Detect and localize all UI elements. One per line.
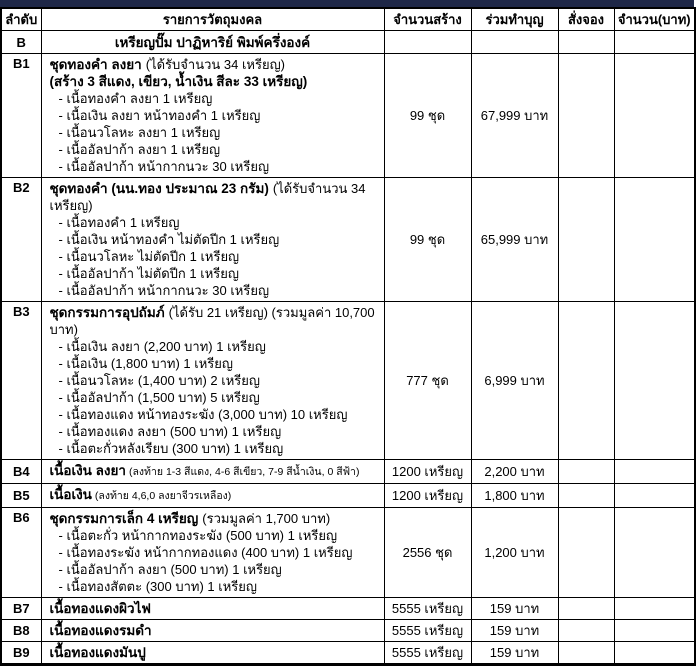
item-detail: - เนื้ออัลปาก้า ไม่ตัดปีก 1 เหรียญ <box>58 266 239 281</box>
reserve-cell <box>558 54 614 178</box>
row-title: เหรียญปั๊ม ปาฏิหาริย์ พิมพ์ครึ่งองค์ <box>41 31 384 54</box>
row-id: B6 <box>1 508 41 598</box>
item-title: ชุดทองคำ ลงยา <box>49 57 142 72</box>
row-id: B9 <box>1 642 41 665</box>
item-detail: - เนื้อตะกั่ว หน้ากากทองระฆัง (500 บาท) 1 เหรียญ <box>58 528 338 543</box>
donation-cell: 2,200 บาท <box>471 460 558 484</box>
qty-cell: 5555 เหรียญ <box>384 642 471 665</box>
qty-cell: 1200 เหรียญ <box>384 484 471 508</box>
item-note: (ได้รับจำนวน 34 เหรียญ) <box>145 57 285 72</box>
row-description <box>41 302 384 460</box>
item-detail: - เนื้อทองคำ ลงยา 1 เหรียญ <box>58 91 213 106</box>
item-detail: - เนื้อเงิน ลงยา หน้าทองคำ 1 เหรียญ <box>58 108 261 123</box>
item-detail: - เนื้อนวโลหะ ลงยา 1 เหรียญ <box>58 125 221 140</box>
donation-cell: 159 บาท <box>471 642 558 665</box>
item-detail: - เนื้อเงิน ลงยา (2,200 บาท) 1 เหรียญ <box>58 339 266 354</box>
header-order-no: ลำดับ <box>1 8 41 31</box>
qty-cell: 5555 เหรียญ <box>384 620 471 642</box>
item-title: ชุดกรรมการอุปถัมภ์ <box>49 305 165 320</box>
row-id: B5 <box>1 484 41 508</box>
item-title: เนื้อทองแดงรมดำ <box>41 620 384 642</box>
item-subtitle: (สร้าง 3 สีแดง, เขียว, น้ำเงิน สีละ 33 เหรียญ) <box>49 74 308 89</box>
table-row-B2 <box>1 178 695 302</box>
qty-cell <box>384 31 471 54</box>
amount-cell <box>614 31 695 54</box>
amount-cell <box>614 642 695 665</box>
donation-cell: 159 บาท <box>471 620 558 642</box>
header-item-list: รายการวัตถุมงคล <box>41 8 384 31</box>
item-title: เนื้อเงิน <box>49 487 92 502</box>
item-detail: - เนื้อนวโลหะ ไม่ตัดปีก 1 เหรียญ <box>58 249 240 264</box>
item-note: (ได้รับ 21 เหรียญ) (รวมมูลค่า 10,700 บาท) <box>49 305 375 337</box>
item-detail: - เนื้อเงิน หน้าทองคำ ไม่ตัดปีก 1 เหรียญ <box>58 232 280 247</box>
row-description <box>41 54 384 178</box>
donation-cell: 67,999 บาท <box>471 54 558 178</box>
amount-cell <box>614 484 695 508</box>
table-row-B4 <box>1 460 695 484</box>
item-detail: - เนื้อเงิน (1,800 บาท) 1 เหรียญ <box>58 356 233 371</box>
item-title: ชุดทองคำ (นน.ทอง ประมาณ 23 กรัม) <box>49 181 269 196</box>
amount-cell <box>614 460 695 484</box>
reserve-cell <box>558 620 614 642</box>
row-id: B8 <box>1 620 41 642</box>
item-title-line <box>50 510 380 527</box>
item-detail: - เนื้อนวโลหะ (1,400 บาท) 2 เหรียญ <box>58 373 260 388</box>
qty-cell: 2556 ชุด <box>384 508 471 598</box>
amount-cell <box>614 508 695 598</box>
row-id: B3 <box>1 302 41 460</box>
amulet-order-table <box>0 7 696 666</box>
item-detail: - เนื้ออัลปาก้า ลงยา (500 บาท) 1 เหรียญ <box>58 562 282 577</box>
item-detail: - เนื้ออัลปาก้า หน้ากากนวะ 30 เหรียญ <box>58 283 270 298</box>
row-id: B7 <box>1 598 41 620</box>
row-description <box>41 460 384 484</box>
table-row-B <box>1 31 695 54</box>
reserve-cell <box>558 642 614 665</box>
qty-cell: 5555 เหรียญ <box>384 598 471 620</box>
row-description <box>41 484 384 508</box>
item-title: เนื้อเงิน ลงยา <box>49 463 126 478</box>
item-detail: - เนื้ออัลปาก้า ลงยา 1 เหรียญ <box>58 142 221 157</box>
row-id: B1 <box>1 54 41 178</box>
item-title-line <box>50 180 380 214</box>
header-qty-made: จำนวนสร้าง <box>384 8 471 31</box>
item-title: ชุดกรรมการเล็ก 4 เหรียญ <box>49 511 199 526</box>
qty-cell: 99 ชุด <box>384 178 471 302</box>
row-id: B2 <box>1 178 41 302</box>
item-detail: - เนื้อทองแดง ลงยา (500 บาท) 1 เหรียญ <box>58 424 282 439</box>
qty-cell: 1200 เหรียญ <box>384 460 471 484</box>
table-row-B3 <box>1 302 695 460</box>
table-row-B8 <box>1 620 695 642</box>
donation-cell: 6,999 บาท <box>471 302 558 460</box>
qty-cell: 99 ชุด <box>384 54 471 178</box>
reserve-cell <box>558 460 614 484</box>
donation-cell: 1,200 บาท <box>471 508 558 598</box>
table-row-B7 <box>1 598 695 620</box>
donation-cell: 159 บาท <box>471 598 558 620</box>
item-detail: - เนื้ออัลปาก้า หน้ากากนวะ 30 เหรียญ <box>58 159 270 174</box>
header-row <box>1 8 695 31</box>
table-row-B9 <box>1 642 695 665</box>
item-title-line <box>50 304 380 338</box>
top-bar <box>0 0 694 7</box>
item-note: (ลงท้าย 4,6,0 ลงยาจีวรเหลือง) <box>94 490 232 502</box>
row-id: B4 <box>1 460 41 484</box>
row-description <box>41 508 384 598</box>
donation-cell: 1,800 บาท <box>471 484 558 508</box>
qty-cell: 777 ชุด <box>384 302 471 460</box>
donation-cell <box>471 31 558 54</box>
amount-cell <box>614 598 695 620</box>
amount-cell <box>614 302 695 460</box>
reserve-cell <box>558 508 614 598</box>
item-note: (รวมมูลค่า 1,700 บาท) <box>202 511 331 526</box>
reserve-cell <box>558 178 614 302</box>
reserve-cell <box>558 302 614 460</box>
table-row-B5 <box>1 484 695 508</box>
item-title: เนื้อทองแดงผิวไฟ <box>41 598 384 620</box>
item-detail: - เนื้อทองระฆัง หน้ากากทองแดง (400 บาท) 1 เหรียญ <box>58 545 353 560</box>
amount-cell <box>614 620 695 642</box>
item-title-line <box>50 56 380 73</box>
header-reserve: สั่งจอง <box>558 8 614 31</box>
row-description <box>41 178 384 302</box>
item-detail: - เนื้อตะกั่วหลังเรียบ (300 บาท) 1 เหรียญ <box>58 441 284 456</box>
item-title: เนื้อทองแดงมันปู <box>41 642 384 665</box>
row-id: B <box>1 31 41 54</box>
item-detail: - เนื้ออัลปาก้า (1,500 บาท) 5 เหรียญ <box>58 390 260 405</box>
amount-cell <box>614 54 695 178</box>
table-row-B1 <box>1 54 695 178</box>
header-amount-baht: จำนวน(บาท) <box>614 8 695 31</box>
donation-cell: 65,999 บาท <box>471 178 558 302</box>
header-donation: ร่วมทำบุญ <box>471 8 558 31</box>
item-detail: - เนื้อทองคำ 1 เหรียญ <box>58 215 180 230</box>
item-detail: - เนื้อทองสัตตะ (300 บาท) 1 เหรียญ <box>58 579 257 594</box>
item-note: (ลงท้าย 1-3 สีแดง, 4-6 สีเขียว, 7-9 สีน้ำเงิน, 0 สีฟ้า) <box>129 466 360 478</box>
amount-cell <box>614 178 695 302</box>
reserve-cell <box>558 484 614 508</box>
reserve-cell <box>558 598 614 620</box>
item-note: (ได้รับจำนวน 34 เหรียญ) <box>49 181 366 213</box>
table-row-B6 <box>1 508 695 598</box>
item-detail: - เนื้อทองแดง หน้าทองระฆัง (3,000 บาท) 10 เหรียญ <box>58 407 348 422</box>
reserve-cell <box>558 31 614 54</box>
